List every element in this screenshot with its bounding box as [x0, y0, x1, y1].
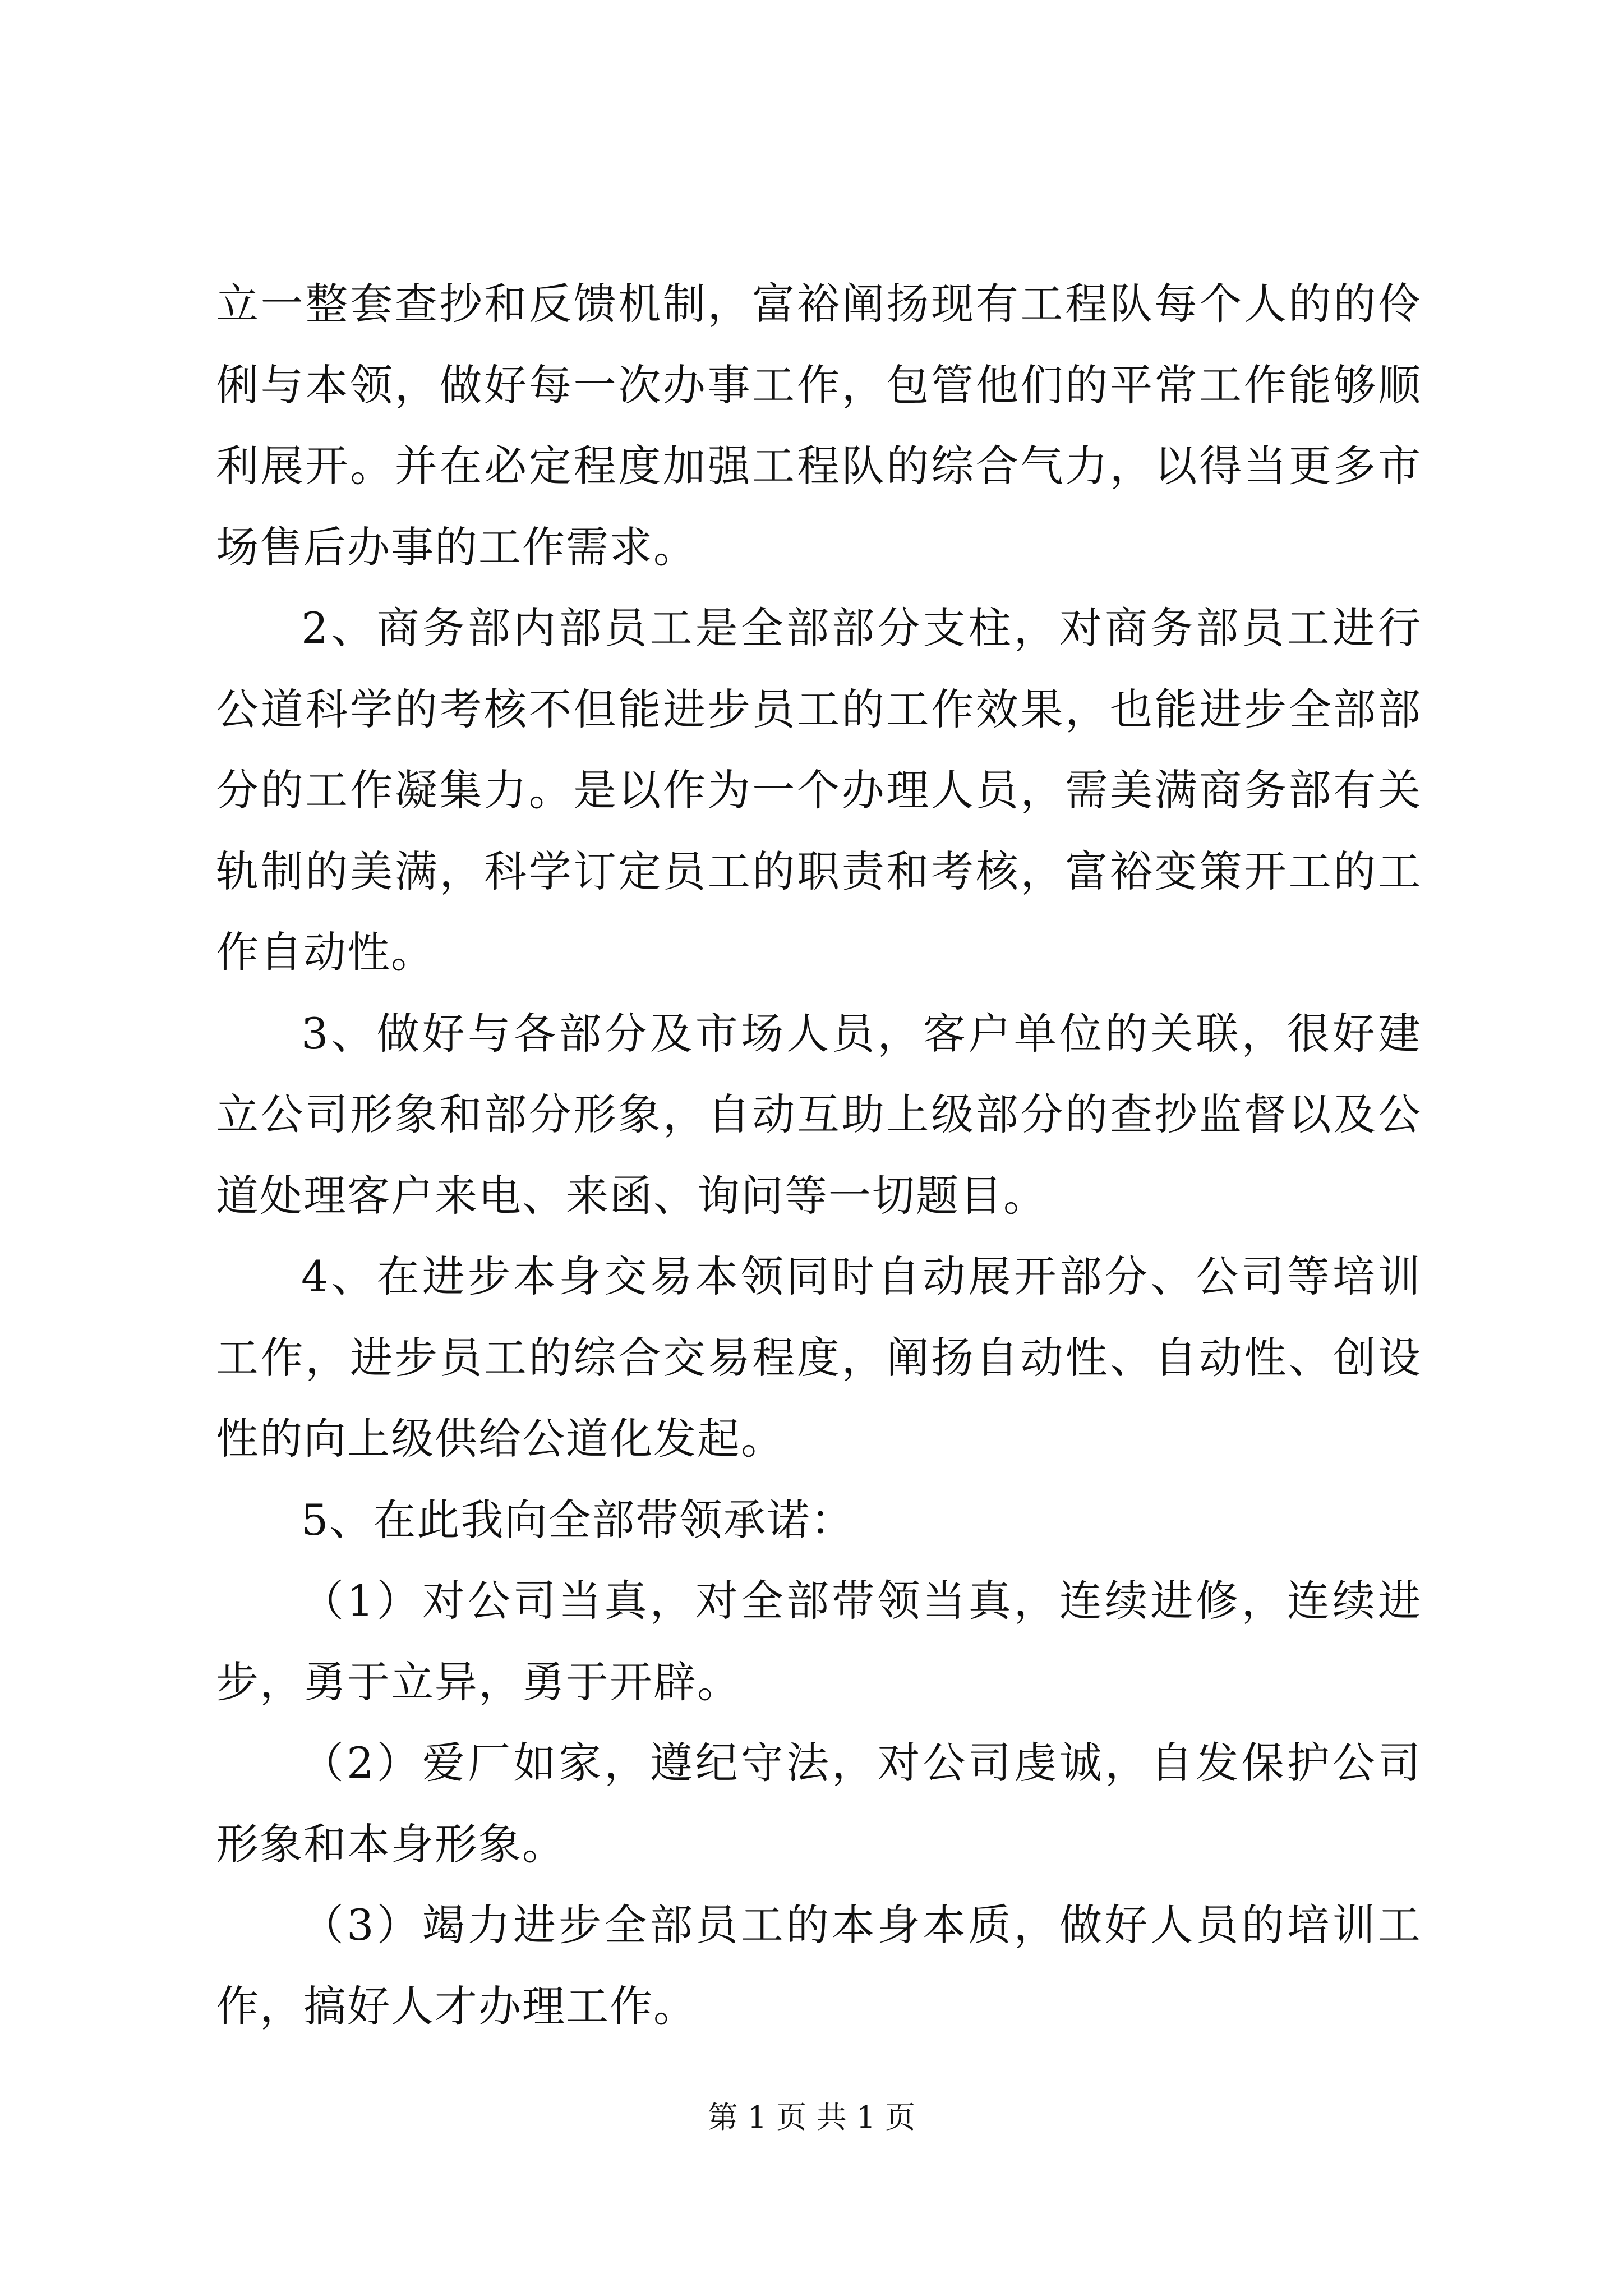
paragraph-5: 5、在此我向全部带领承诺： [301, 1494, 855, 1545]
paragraph-2: 2、商务部内部员工是全部部分支柱，对商务部员工进行公道科学的考核不但能进步员工的工作效果，也能进步全部部分的工作凝集力。是以作为一个办理人员，需美满商务部有关轨制的美满，科学订定员工的职责和考核，富裕变策开工的工作自动性。 [216, 603, 1422, 977]
paragraph-8: （3）竭力进步全部员工的本身本质，做好人员的培训工作，搞好人才办理工作。 [216, 1900, 1422, 2031]
paragraph-4: 4、在进步本身交易本领同时自动展开部分、公司等培训工作，进步员工的综合交易程度，阐扬自动性、自动性、创设性的向上级供给公道化发起。 [216, 1251, 1422, 1464]
paragraph-6: （1）对公司当真，对全部带领当真，连续进修，连续进步，勇于立异，勇于开辟。 [216, 1576, 1422, 1707]
page-footer: 第 1 页 共 1 页 [707, 2100, 916, 2135]
document-body [216, 264, 1422, 2047]
paragraph-7: （2）爱厂如家，遵纪守法，对公司虔诚，自发保护公司形象和本身形象。 [216, 1738, 1422, 1869]
paragraph-1: 立一整套查抄和反馈机制，富裕阐扬现有工程队每个人的的伶俐与本领，做好每一次办事工作，包管他们的平常工作能够顺利展开。并在必定程度加强工程队的综合气力，以得当更多市场售后办事的工作需求。 [216, 279, 1422, 572]
paragraph-3: 3、做好与各部分及市场人员，客户单位的关联，很好建立公司形象和部分形象，自动互助上级部分的查抄监督以及公道处理客户来电、来函、询问等一切题目。 [216, 1008, 1422, 1221]
